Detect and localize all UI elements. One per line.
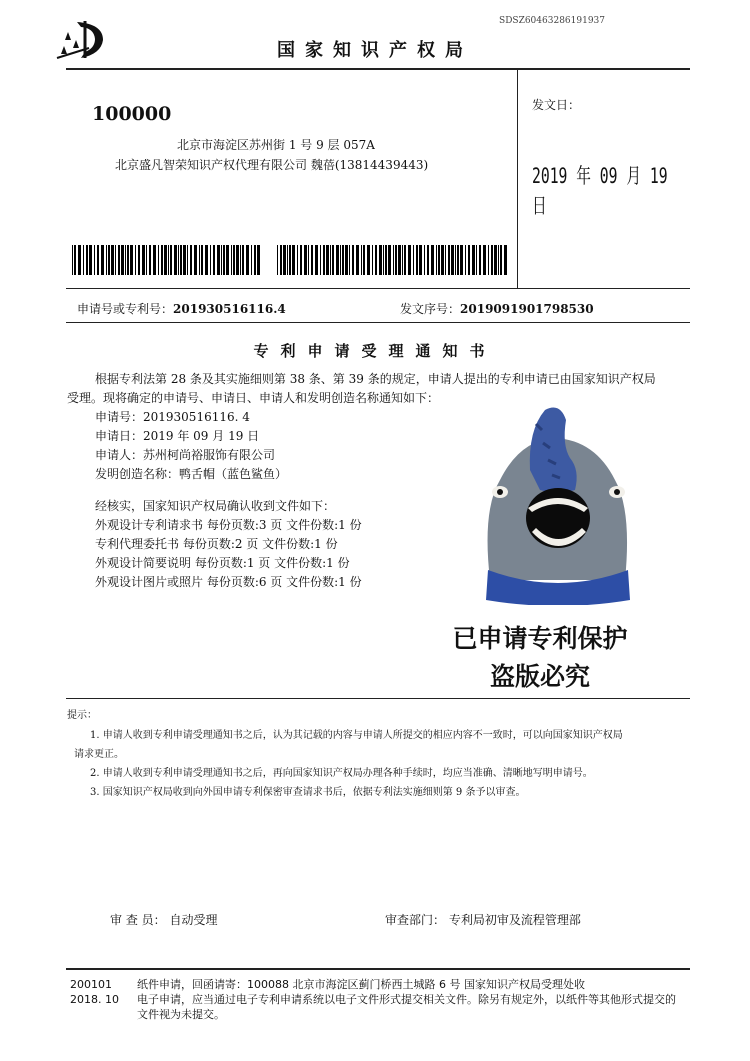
shark-hat-image — [470, 400, 645, 605]
form-version: 2018. 10 — [70, 993, 119, 1006]
postcode: 100000 — [92, 103, 172, 125]
overlay-line-2: 盗版必究 — [489, 662, 590, 691]
box-bottom-rule — [66, 288, 690, 289]
field-design-name: 发明创造名称：鸭舌帽（蓝色鲨鱼） — [95, 467, 288, 481]
recipient-address: 北京市海淀区苏州街 1 号 9 层 057A — [177, 138, 375, 152]
footer-line-3: 文件视为未提交。 — [137, 1008, 225, 1021]
intro-line-2: 受理。现将确定的申请号、申请日、申请人和发明创造名称通知如下： — [67, 391, 440, 405]
notes-rule — [66, 698, 690, 699]
agency-name: 北京盛凡智荣知识产权代理有限公司 魏蓓(13814439443) — [115, 158, 429, 172]
department: 审查部门： 专利局初审及流程管理部 — [385, 913, 581, 927]
reference-rule — [66, 322, 690, 323]
document-number: 2019091901798530 — [460, 302, 594, 316]
document-number-label: 发文序号： — [400, 302, 461, 316]
footer-codes — [70, 977, 119, 1007]
document-title: 专利申请受理通知书 — [253, 342, 497, 360]
file-item: 外观设计专利请求书 每份页数:3 页 文件份数:1 份 — [95, 518, 362, 532]
serial-number: SDSZ60463286191937 — [499, 16, 605, 26]
document-number-row — [400, 300, 594, 317]
note-item: 请求更正。 — [74, 749, 124, 760]
field-application-date: 申请日：2019 年 09 月 19 日 — [95, 429, 260, 443]
note-item: 1. 申请人收到专利申请受理通知书之后，认为其记载的内容与申请人所提交的相应内容不一致时，可以向国家知识产权局 — [90, 730, 623, 741]
application-number-row — [77, 300, 286, 317]
file-item: 外观设计图片或照片 每份页数:6 页 文件份数:1 份 — [95, 575, 362, 589]
file-item: 专利代理委托书 每份页数:2 页 文件份数:1 份 — [95, 537, 338, 551]
examiner: 审 查 员： 自动受理 — [110, 913, 218, 927]
footer-line-2: 电子申请，应当通过电子专利申请系统以电子文件形式提交相关文件。除另有规定外，以纸件等其他形式提交的 — [137, 993, 676, 1006]
footer-text — [137, 977, 697, 1022]
file-item: 外观设计简要说明 每份页数:1 页 文件份数:1 份 — [95, 556, 350, 570]
issue-date: 2019 年 09 月 19 日 — [532, 164, 668, 218]
header-rule — [66, 68, 690, 70]
application-number: 201930516116.4 — [173, 302, 286, 316]
barcode-left — [72, 245, 260, 275]
issue-date-label: 发文日： — [532, 98, 581, 112]
footer-line-1: 纸件申请，回函请寄：100088 北京市海淀区蓟门桥西土城路 6 号 国家知识产权局受理处收 — [137, 978, 585, 991]
form-code: 200101 — [70, 978, 112, 991]
field-applicant: 申请人：苏州柯尚裕服饰有限公司 — [95, 448, 276, 462]
box-divider — [517, 70, 518, 288]
patent-protection-overlay — [395, 620, 685, 696]
received-intro: 经核实，国家知识产权局确认收到文件如下： — [95, 499, 336, 513]
note-item: 2. 申请人收到专利申请受理通知书之后，再向国家知识产权局办理各种手续时，均应当准确、清晰地写明申请号。 — [90, 768, 593, 779]
application-number-label: 申请号或专利号： — [77, 302, 174, 316]
footer-rule — [66, 968, 690, 970]
intro-line-1: 根据专利法第 28 条及其实施细则第 38 条、第 39 条的规定，申请人提出的专利申请已由国家知识产权局 — [95, 372, 656, 386]
notes-list — [74, 726, 700, 802]
overlay-line-1: 已申请专利保护 — [452, 624, 628, 653]
field-application-number: 申请号：201930516116. 4 — [95, 410, 250, 424]
note-item: 3. 国家知识产权局收到向外国申请专利保密审查请求书后，依据专利法实施细则第 9 条予以审查。 — [90, 787, 526, 798]
notes-label: 提示： — [67, 710, 97, 721]
org-name: 国家知识产权局 — [277, 40, 473, 61]
barcode-right — [277, 245, 509, 275]
